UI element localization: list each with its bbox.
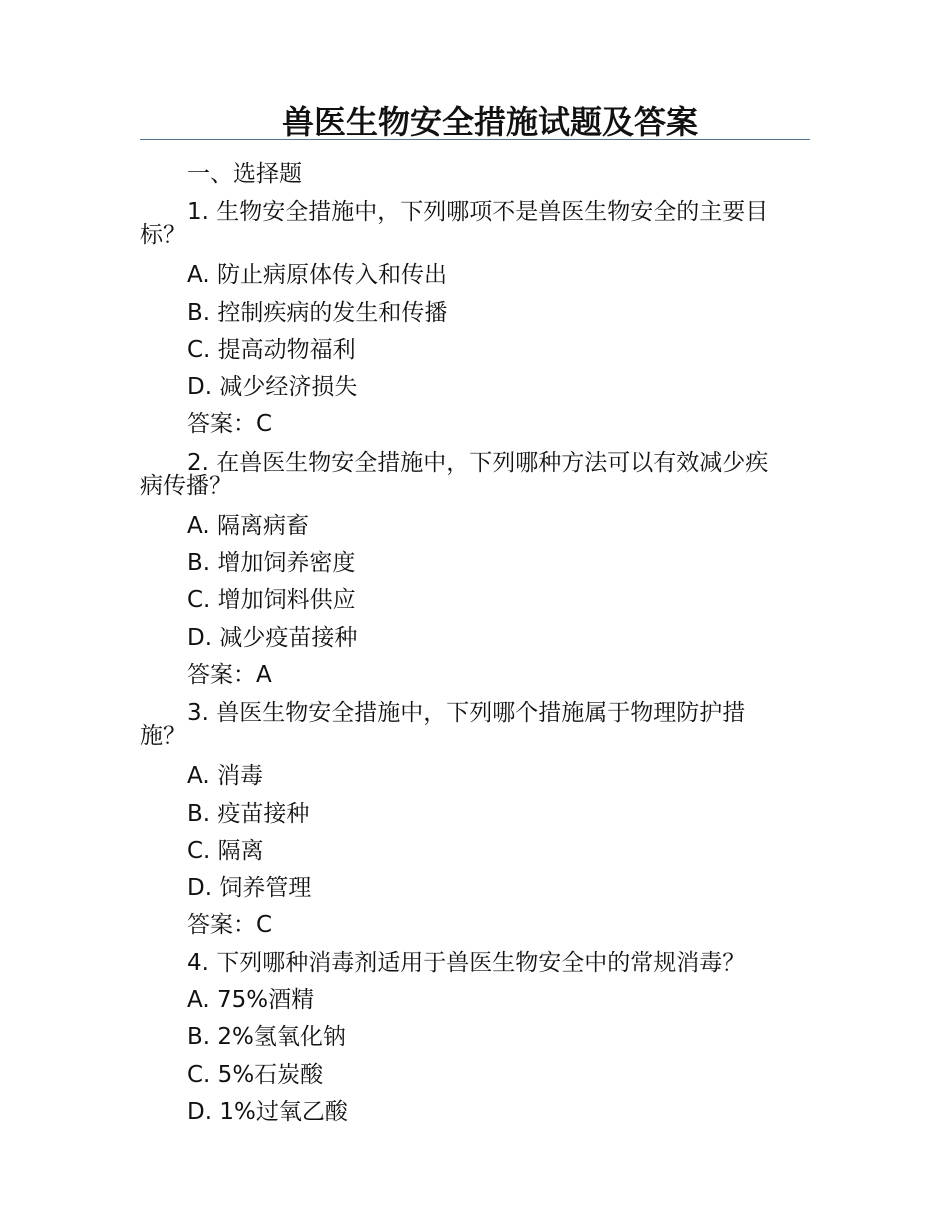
question-stem-line1: 3. 兽医生物安全措施中，下列哪个措施属于物理防护措 bbox=[187, 700, 746, 727]
question-stem-line2: 标？ bbox=[140, 222, 186, 249]
option-c: C. 5%石炭酸 bbox=[187, 1061, 324, 1088]
option-a: A. 防止病原体传入和传出 bbox=[187, 262, 447, 289]
question-stem-line1: 2. 在兽医生物安全措施中，下列哪种方法可以有效减少疾 bbox=[187, 449, 769, 476]
option-d: D. 减少经济损失 bbox=[187, 374, 358, 401]
option-c: C. 提高动物福利 bbox=[187, 336, 356, 363]
option-b: B. 增加饲养密度 bbox=[187, 550, 356, 577]
option-b: B. 疫苗接种 bbox=[187, 800, 310, 827]
question-stem-line2: 病传播？ bbox=[140, 472, 232, 499]
answer: 答案：C bbox=[187, 411, 273, 438]
option-c: C. 隔离 bbox=[187, 837, 264, 864]
document-title: 兽医生物安全措施试题及答案 bbox=[281, 103, 698, 141]
title-underline bbox=[140, 139, 810, 140]
option-b: B. 2%氢氧化钠 bbox=[187, 1024, 346, 1051]
option-d: D. 减少疫苗接种 bbox=[187, 624, 358, 651]
question-1 bbox=[140, 199, 815, 257]
answer: 答案：C bbox=[187, 912, 273, 939]
option-a: A. 消毒 bbox=[187, 763, 263, 790]
option-b: B. 控制疾病的发生和传播 bbox=[187, 299, 448, 326]
section-heading: 一、选择题 bbox=[187, 161, 302, 187]
option-c: C. 增加饲料供应 bbox=[187, 587, 356, 614]
option-d: D. 饲养管理 bbox=[187, 875, 312, 902]
question-stem-line1: 1. 生物安全措施中，下列哪项不是兽医生物安全的主要目 bbox=[187, 199, 769, 226]
question-stem-line2: 施？ bbox=[140, 723, 186, 750]
answer: 答案：A bbox=[187, 661, 272, 688]
question-3 bbox=[140, 700, 815, 758]
option-a: A. 75%酒精 bbox=[187, 987, 315, 1014]
question-2 bbox=[140, 450, 815, 508]
option-a: A. 隔离病畜 bbox=[187, 512, 309, 539]
document-body bbox=[140, 156, 815, 1131]
option-d: D. 1%过氧乙酸 bbox=[187, 1098, 348, 1125]
question-4-stem: 4. 下列哪种消毒剂适用于兽医生物安全中的常规消毒？ bbox=[187, 949, 746, 976]
